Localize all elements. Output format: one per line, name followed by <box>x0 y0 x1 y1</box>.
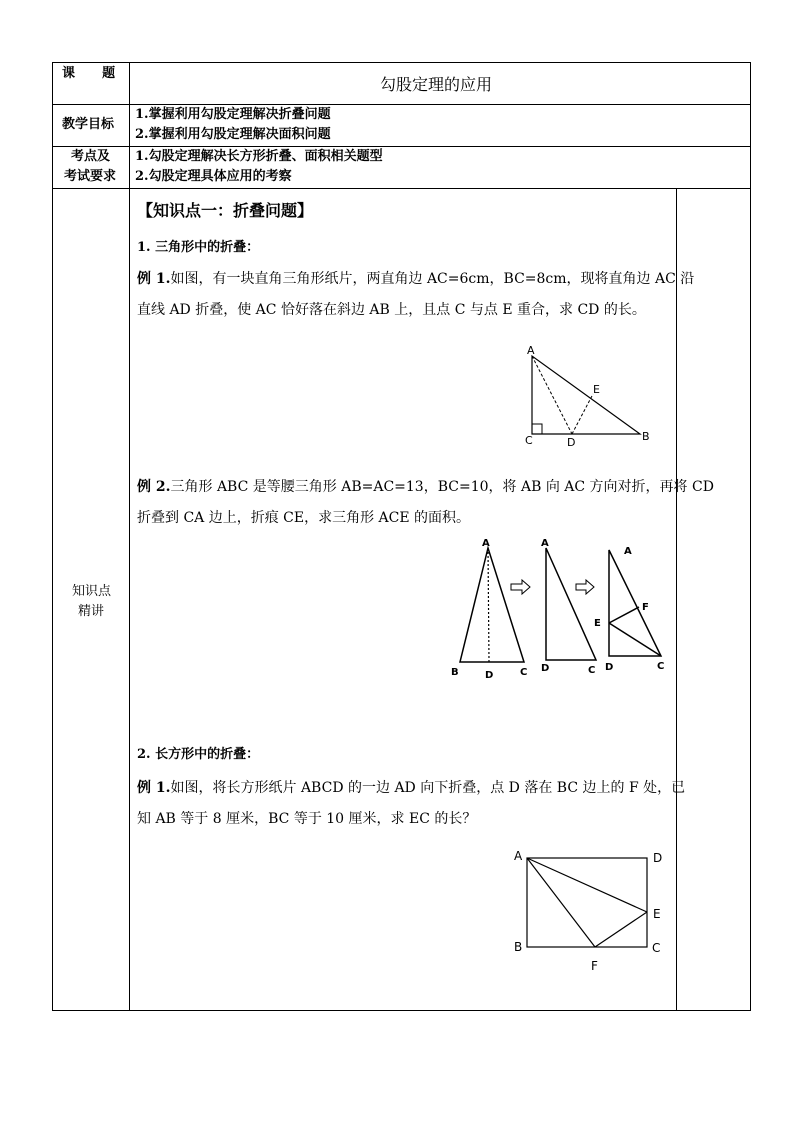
example-line: 知 AB 等于 8 厘米，BC 等于 10 厘米，求 EC 的长？ <box>137 811 477 827</box>
point-label: B <box>451 667 459 678</box>
point-label: C <box>657 661 665 672</box>
page-title: 勾股定理的应用 <box>380 75 493 94</box>
example-line <box>137 778 685 798</box>
exam-label: 考试要求 <box>64 169 117 184</box>
point-label: E <box>653 907 661 921</box>
point-label: A <box>541 538 549 549</box>
example-line <box>137 269 694 289</box>
subject-label: 课 题 <box>62 66 116 81</box>
point-label: C <box>588 665 596 676</box>
section-title: 【知识点一：折叠问题】 <box>137 201 314 220</box>
goal-item: 1.掌握利用勾股定理解决折叠问题 <box>135 107 331 122</box>
point-label: C <box>652 941 661 955</box>
point-label: D <box>567 436 576 448</box>
point-label: D <box>605 662 614 673</box>
section-label: 知识点 <box>72 584 112 599</box>
example-line: 直线 AD 折叠，使 AC 恰好落在斜边 AB 上，且点 C 与点 E 重合，求 CD 的长。 <box>137 302 646 318</box>
point-label: E <box>593 383 600 396</box>
point-label: D <box>541 663 550 674</box>
example-line: 折叠到 CA 边上，折痕 CE，求三角形 ACE 的面积。 <box>137 510 471 526</box>
point-label: E <box>594 618 601 629</box>
point-label: D <box>653 851 663 865</box>
point-label: B <box>642 430 650 443</box>
point-label: A <box>482 538 490 549</box>
point-label: A <box>624 546 632 557</box>
example-number: 例 2. <box>137 479 171 495</box>
row-divider <box>52 104 751 105</box>
exam-item: 2.勾股定理具体应用的考察 <box>135 169 292 184</box>
section-label: 精讲 <box>78 604 105 619</box>
example-text: 如图，有一块直角三角形纸片，两直角边 AC=6cm，BC=8cm，现将直角边 AC 沿 <box>170 271 695 287</box>
point-label: C <box>520 667 528 678</box>
point-label: A <box>527 344 535 357</box>
figure-isosceles-fold-sequence <box>446 534 672 682</box>
example-number: 例 1. <box>137 780 171 796</box>
example-text: 三角形 ABC 是等腰三角形 AB=AC=13，BC=10，将 AB 向 AC 方向对折，再将 CD <box>170 479 714 495</box>
figure-right-triangle-fold <box>520 344 660 448</box>
exam-item: 1.勾股定理解决长方形折叠、面积相关题型 <box>135 149 383 164</box>
point-label: D <box>485 670 494 681</box>
point-label: F <box>642 602 649 613</box>
point-label: C <box>525 434 533 447</box>
point-label: F <box>591 959 598 973</box>
column-divider <box>129 62 130 1011</box>
figure-rectangle-fold <box>510 842 670 976</box>
point-label: B <box>514 940 523 954</box>
right-margin-divider <box>676 188 677 1011</box>
exam-label: 考点及 <box>71 149 111 164</box>
subsection-heading: 1. 三角形中的折叠： <box>137 240 260 255</box>
row-divider <box>52 146 751 147</box>
row-divider <box>52 188 751 189</box>
example-number: 例 1. <box>137 271 171 287</box>
example-text: 如图，将长方形纸片 ABCD 的一边 AD 向下折叠，点 D 落在 BC 边上的 F 处，已 <box>170 780 686 796</box>
goal-item: 2.掌握利用勾股定理解决面积问题 <box>135 127 331 142</box>
point-label: A <box>514 849 523 863</box>
subsection-heading: 2. 长方形中的折叠： <box>137 747 260 762</box>
example-line <box>137 477 714 497</box>
goals-label: 教学目标 <box>62 117 115 132</box>
